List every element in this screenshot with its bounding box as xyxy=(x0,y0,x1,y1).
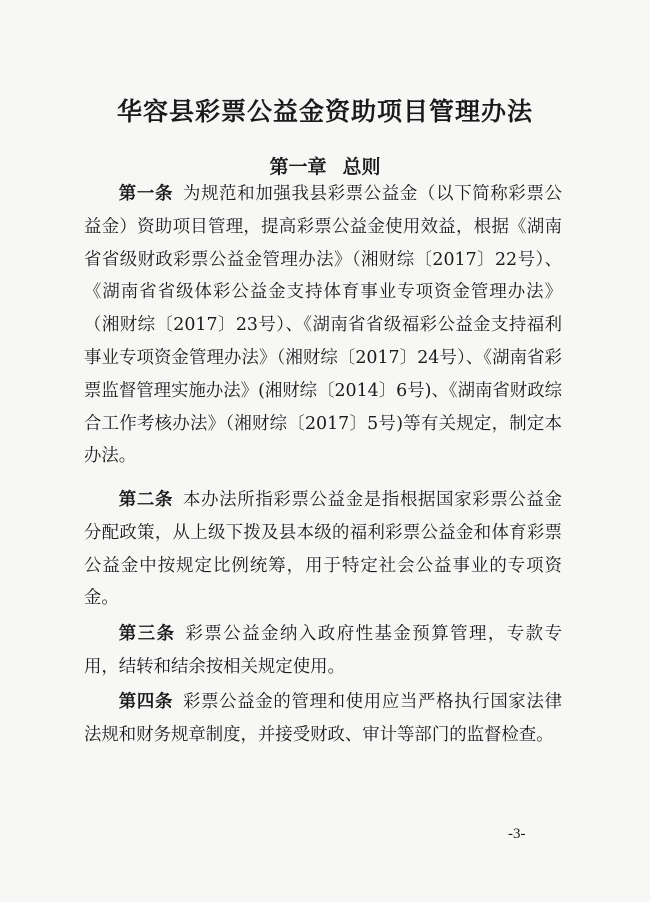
article-1-label: 第一条 xyxy=(118,184,174,204)
article-3-label: 第三条 xyxy=(118,624,176,644)
article-4-text: 彩票公益金的管理和使用应当严格执行国家法律法规和财务规章制度，并接受财政、审计等部门的监督检查。 xyxy=(84,692,562,745)
article-1-text: 为规范和加强我县彩票公益金（以下简称彩票公益金）资助项目管理，提高彩票公益金使用效益，根据《湖南省省级财政彩票公益金管理办法》（湘财综〔2017〕22号）、《湖南省省级体彩公益金支持体育事业专项资金管理办法》（湘财综〔2017〕23号）、《湖南省省级福彩公益金支持福利事业专项资金管理办法》（湘财综〔2017〕24号）、《湖南省彩票监督管理实施办法》(湘财综〔2014〕6号)、《湖南省财政综合工作考核办法》（湘财综〔2017〕5号)等有关规定，制定本办法。 xyxy=(84,184,562,467)
article-3-text: 彩票公益金纳入政府性基金预算管理，专款专用，结转和结余按相关规定使用。 xyxy=(84,624,562,677)
article-2-label: 第二条 xyxy=(118,490,174,510)
article-4 xyxy=(84,686,562,752)
article-2-text: 本办法所指彩票公益金是指根据国家彩票公益金分配政策，从上级下拨及县本级的福利彩票公益金和体育彩票公益金中按规定比例统筹，用于特定社会公益事业的专项资金。 xyxy=(84,490,562,609)
chapter-heading xyxy=(0,152,650,179)
chapter-name: 总则 xyxy=(342,156,381,178)
article-4-label: 第四条 xyxy=(118,692,174,712)
article-3 xyxy=(84,618,562,684)
document-title: 华容县彩票公益金资助项目管理办法 xyxy=(116,97,533,126)
page-number: -3- xyxy=(508,826,526,842)
article-1 xyxy=(84,178,562,473)
article-2 xyxy=(84,484,562,615)
chapter-number: 第一章 xyxy=(269,156,327,178)
